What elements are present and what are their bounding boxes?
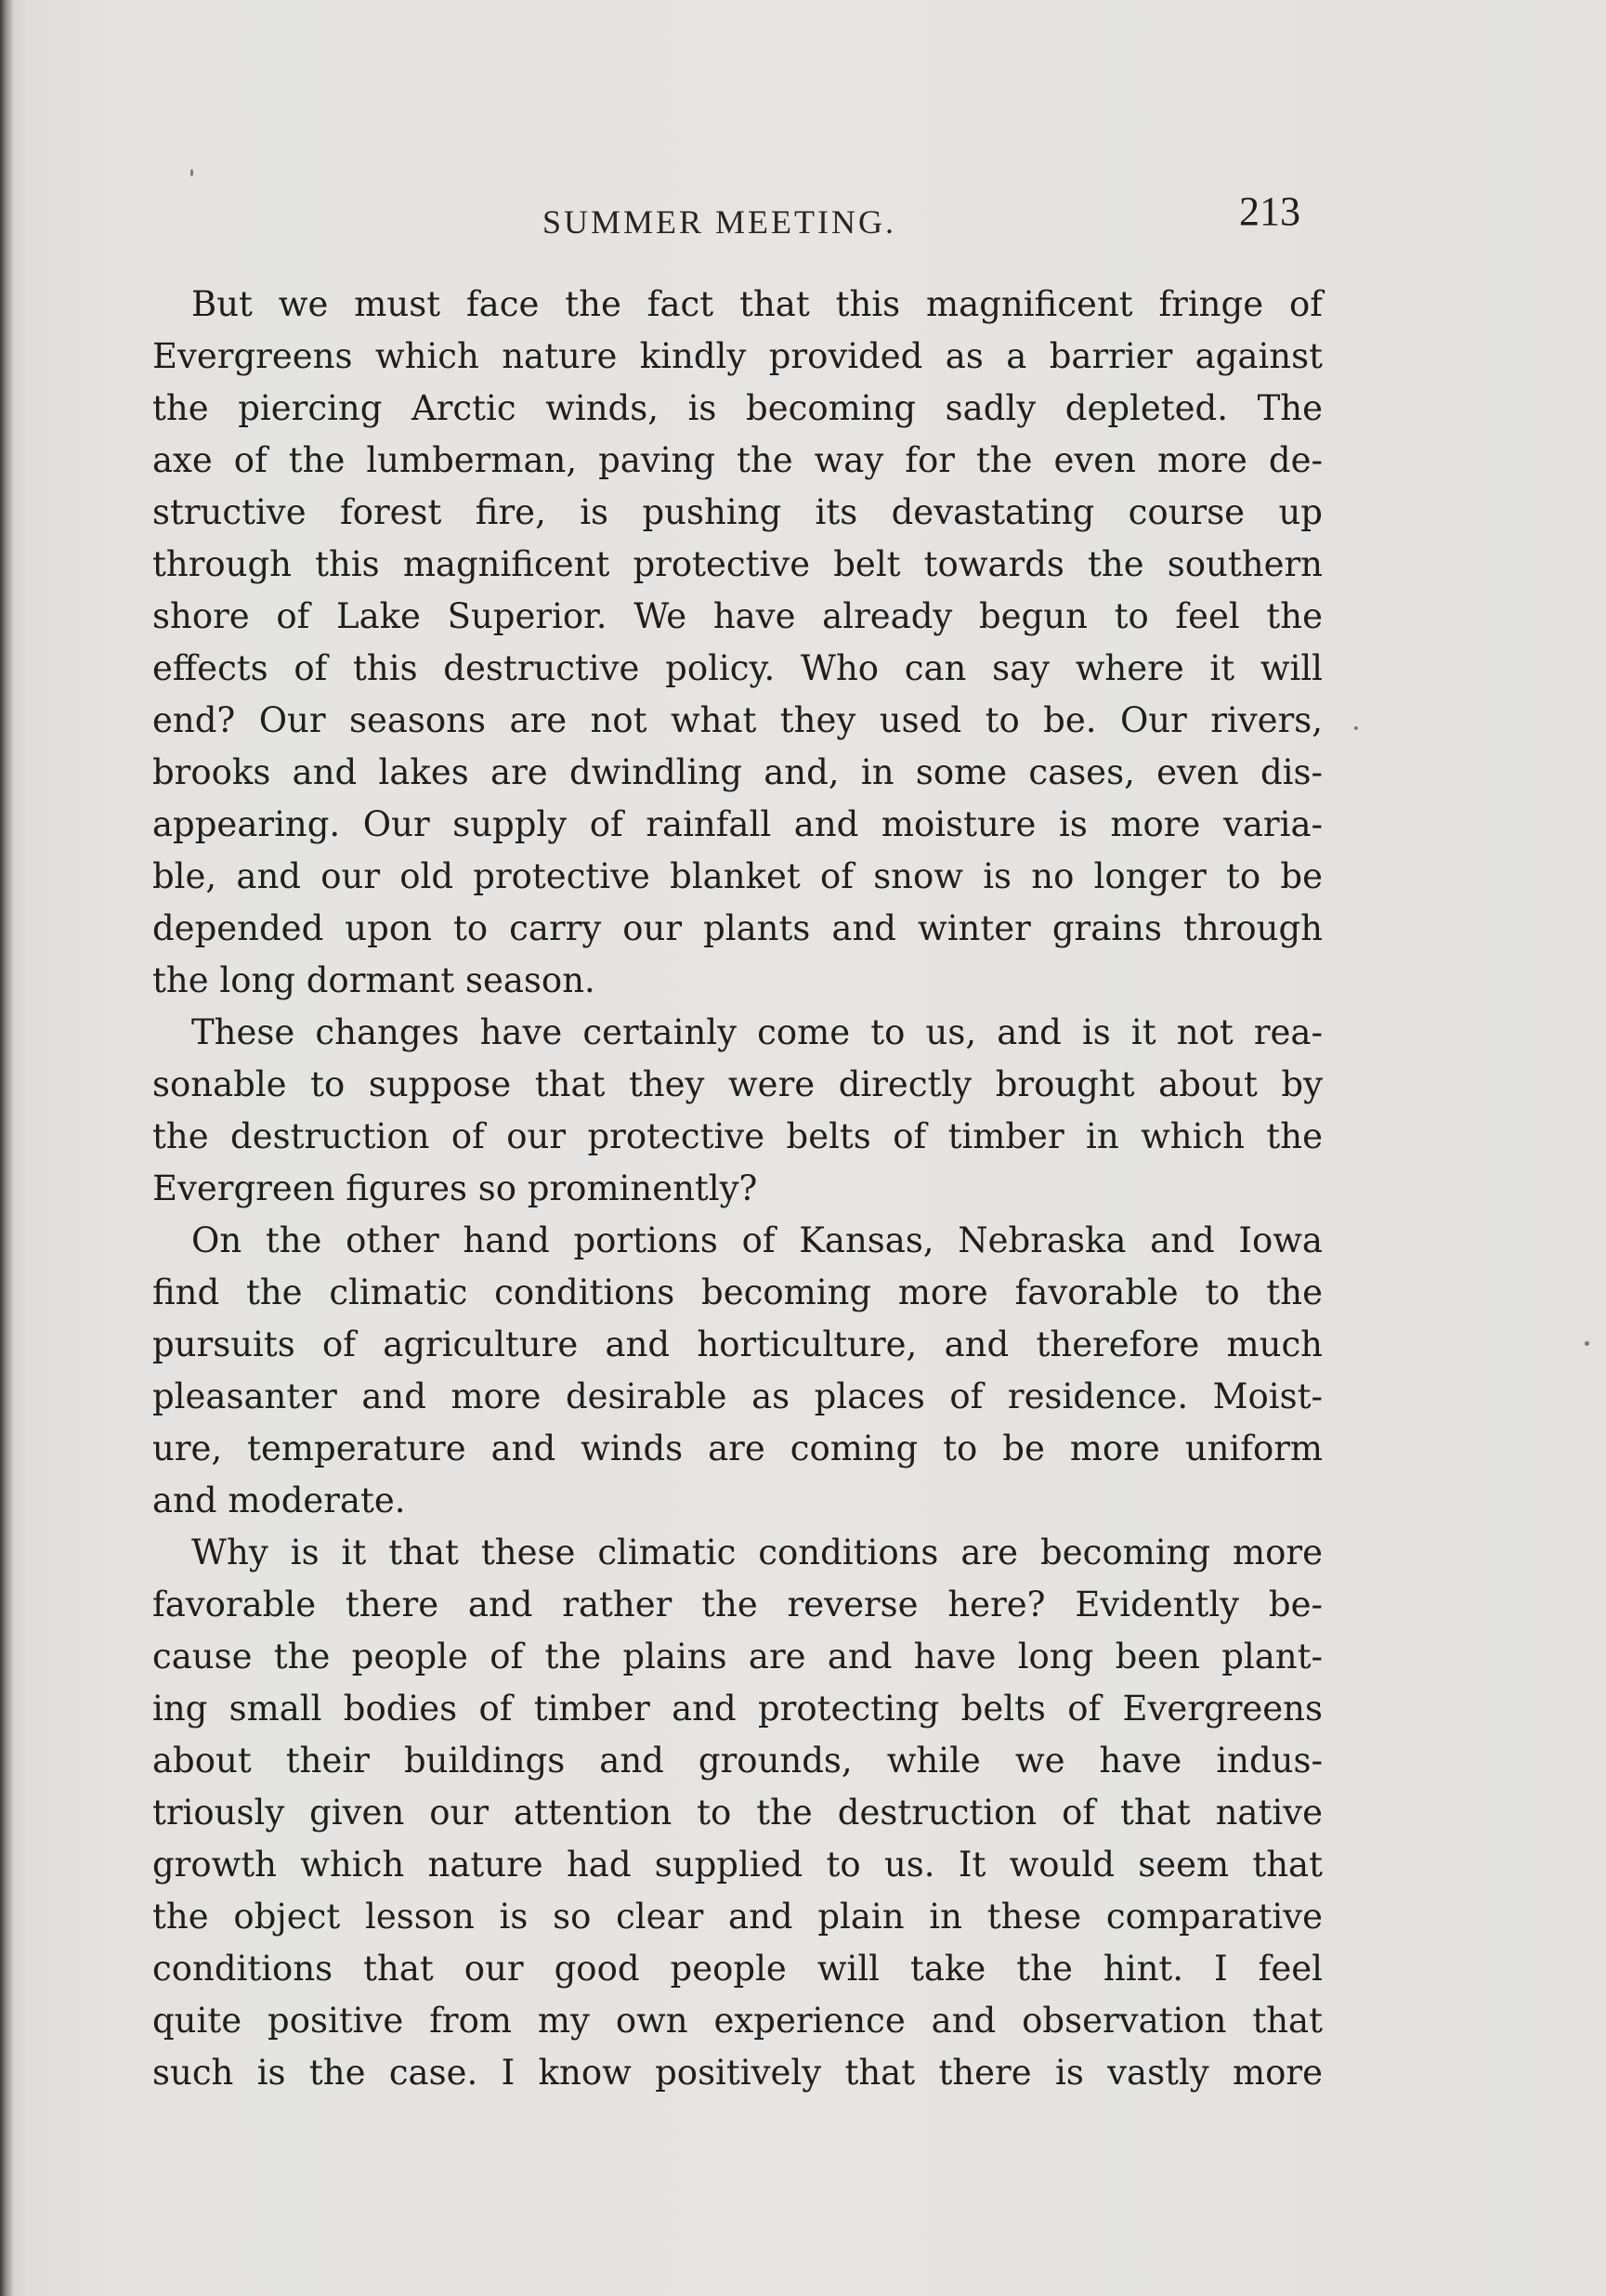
text-line: through this magnificent protective belt towards the southern bbox=[152, 544, 1323, 584]
text-line: Evergreens which nature kindly provided as a barrier against bbox=[152, 336, 1323, 376]
binding-edge bbox=[0, 0, 13, 2296]
text-line: But we must face the fact that this magnificent fringe of bbox=[191, 284, 1323, 324]
text-line: On the other hand portions of Kansas, Nebraska and Iowa bbox=[191, 1220, 1323, 1260]
text-line: structive forest fire, is pushing its devastating course up bbox=[152, 492, 1323, 532]
text-line: sonable to suppose that they were directly brought about by bbox=[152, 1064, 1323, 1104]
text-line: shore of Lake Superior. We have already begun to feel the bbox=[152, 596, 1323, 636]
text-line: end? Our seasons are not what they used to be. Our rivers, bbox=[152, 700, 1323, 740]
text-line: effects of this destructive policy. Who can say where it will bbox=[152, 648, 1323, 688]
text-line: Evergreen figures so prominently? bbox=[152, 1168, 758, 1208]
text-line: growth which nature had supplied to us. It would seem that bbox=[152, 1845, 1323, 1885]
text-line: ing small bodies of timber and protecting belts of Evergreens bbox=[152, 1689, 1323, 1729]
page-number: 213 bbox=[1239, 189, 1300, 234]
text-line: These changes have certainly come to us, and is it not rea- bbox=[191, 1012, 1323, 1052]
text-line: the destruction of our protective belts of timber in which the bbox=[152, 1116, 1323, 1156]
text-line: about their buildings and grounds, while we have indus- bbox=[152, 1741, 1323, 1781]
text-line: depended upon to carry our plants and winter grains through bbox=[152, 908, 1323, 948]
text-line: the piercing Arctic winds, is becoming sadly depleted. The bbox=[152, 388, 1323, 428]
text-line: pleasanter and more desirable as places of residence. Moist- bbox=[152, 1376, 1323, 1416]
text-line: the long dormant season. bbox=[152, 960, 595, 1000]
text-line: triously given our attention to the destruction of that native bbox=[152, 1793, 1323, 1833]
running-head: SUMMER MEETING. bbox=[542, 203, 897, 241]
text-line: such is the case. I know positively that there is vastly more bbox=[152, 2053, 1323, 2093]
text-line: appearing. Our supply of rainfall and moisture is more varia- bbox=[152, 804, 1323, 844]
paper-speck bbox=[190, 169, 193, 176]
text-line: quite positive from my own experience and observation that bbox=[152, 2001, 1323, 2041]
text-line: the object lesson is so clear and plain in these comparative bbox=[152, 1897, 1323, 1937]
text-line: brooks and lakes are dwindling and, in some cases, even dis- bbox=[152, 752, 1323, 792]
text-line: ble, and our old protective blanket of snow is no longer to be bbox=[152, 856, 1323, 896]
text-line: find the climatic conditions becoming more favorable to the bbox=[152, 1272, 1323, 1312]
text-line: ure, temperature and winds are coming to be more uniform bbox=[152, 1428, 1323, 1468]
text-line: axe of the lumberman, paving the way for the even more de- bbox=[152, 440, 1323, 480]
text-line: cause the people of the plains are and have long been plant- bbox=[152, 1637, 1323, 1676]
paper-speck bbox=[1585, 1341, 1589, 1346]
text-line: and moderate. bbox=[152, 1481, 406, 1520]
text-line: Why is it that these climatic conditions are becoming more bbox=[191, 1533, 1323, 1572]
text-line: favorable there and rather the reverse here? Evidently be- bbox=[152, 1585, 1323, 1624]
text-line: conditions that our good people will take the hint. I feel bbox=[152, 1949, 1323, 1989]
paper-speck bbox=[1354, 726, 1358, 730]
text-line: pursuits of agriculture and horticulture, and therefore much bbox=[152, 1324, 1323, 1364]
